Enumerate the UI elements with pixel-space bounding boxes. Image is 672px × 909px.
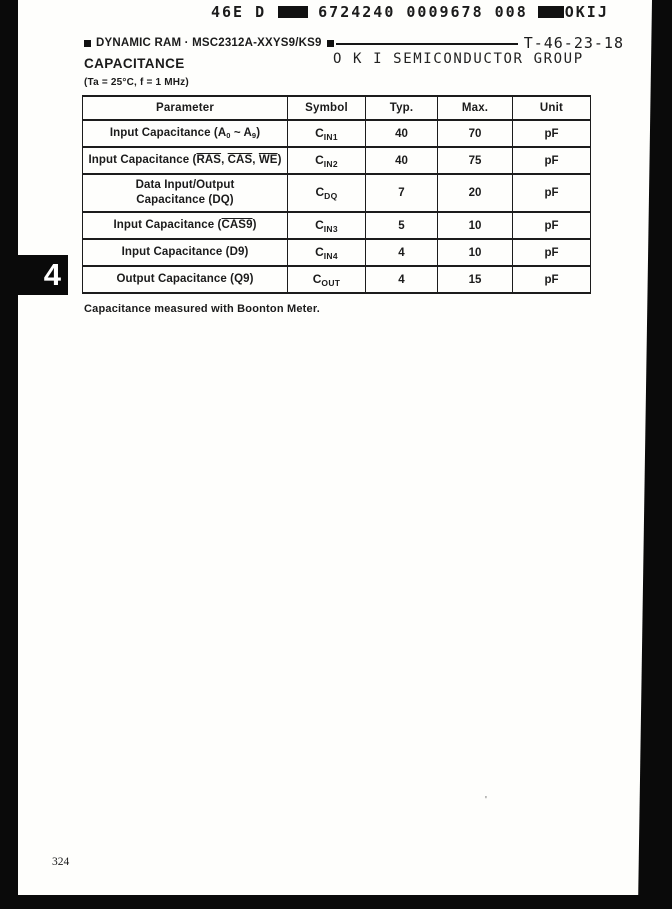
scan-edge-left	[0, 0, 18, 909]
col-header-symbol: Symbol	[288, 96, 366, 120]
scan-artifact: '	[485, 795, 487, 806]
cell-typ: 40	[366, 120, 438, 147]
cell-parameter: Data Input/Output Capacitance (DQ)	[83, 174, 288, 212]
cell-parameter: Input Capacitance ($A_0$ ~ $A_9$)	[83, 120, 288, 147]
section-tab-number: 4	[43, 257, 61, 292]
cell-unit: pF	[513, 174, 591, 212]
cell-symbol: $C_{OUT}$	[288, 266, 366, 293]
brand-name: O K I SEMICONDUCTOR GROUP	[333, 51, 584, 67]
section-title: CAPACITANCE	[84, 56, 185, 71]
capacitance-table	[82, 95, 591, 294]
bullet-square-icon	[84, 40, 91, 47]
barcode-block-icon	[278, 6, 308, 18]
col-header-unit: Unit	[513, 96, 591, 120]
cell-typ: 7	[366, 174, 438, 212]
ocr-header-left: 46E D	[211, 3, 267, 21]
cell-max: 10	[438, 212, 513, 239]
scan-edge-right	[630, 0, 672, 909]
section-tab	[18, 255, 68, 295]
cell-max: 15	[438, 266, 513, 293]
cell-max: 75	[438, 147, 513, 174]
doc-title: DYNAMIC RAM · MSC2312A-XXYS9/KS9	[96, 37, 322, 49]
cell-max: 20	[438, 174, 513, 212]
table-header-row	[83, 96, 591, 120]
cell-symbol: $C_{IN2}$	[288, 147, 366, 174]
cell-typ: 4	[366, 239, 438, 266]
cell-unit: pF	[513, 266, 591, 293]
cell-symbol: $C_{IN3}$	[288, 212, 366, 239]
cell-typ: 40	[366, 147, 438, 174]
doc-number: T-46-23-18	[523, 34, 624, 52]
cell-parameter: Input Capacitance (D9)	[83, 239, 288, 266]
cell-max: 70	[438, 120, 513, 147]
doc-header-line	[84, 34, 624, 52]
ocr-header-line	[211, 3, 609, 21]
ocr-header-mid: 6724240 0009678 008	[318, 3, 528, 21]
table-row	[83, 239, 591, 266]
cell-symbol: $C_{DQ}$	[288, 174, 366, 212]
col-header-typ: Typ.	[366, 96, 438, 120]
cell-typ: 4	[366, 266, 438, 293]
table-row	[83, 266, 591, 293]
cell-symbol: $C_{IN4}$	[288, 239, 366, 266]
cell-parameter: Output Capacitance (Q9)	[83, 266, 288, 293]
barcode-block-icon	[538, 6, 564, 18]
col-header-parameter: Parameter	[83, 96, 288, 120]
ocr-header-right: OKIJ	[564, 3, 609, 21]
cell-typ: 5	[366, 212, 438, 239]
cell-unit: pF	[513, 212, 591, 239]
cell-unit: pF	[513, 147, 591, 174]
cell-parameter: Input Capacitance ($\overline{RAS}$, $\overline{CAS}$, $\overline{WE}$)	[83, 147, 288, 174]
scan-edge-bottom	[0, 895, 672, 909]
table-row	[83, 174, 591, 212]
page-number: 324	[52, 856, 70, 868]
table-row	[83, 120, 591, 147]
cell-symbol: $C_{IN1}$	[288, 120, 366, 147]
test-conditions: (Ta = 25°C, f = 1 MHz)	[84, 77, 189, 88]
cell-unit: pF	[513, 120, 591, 147]
bullet-square-icon	[327, 40, 334, 47]
table-row	[83, 212, 591, 239]
table-row	[83, 147, 591, 174]
col-header-max: Max.	[438, 96, 513, 120]
horizontal-rule	[336, 43, 518, 45]
cell-unit: pF	[513, 239, 591, 266]
cell-parameter: Input Capacitance (CAS9)	[83, 212, 288, 239]
footnote: Capacitance measured with Boonton Meter.	[84, 303, 320, 315]
cell-max: 10	[438, 239, 513, 266]
